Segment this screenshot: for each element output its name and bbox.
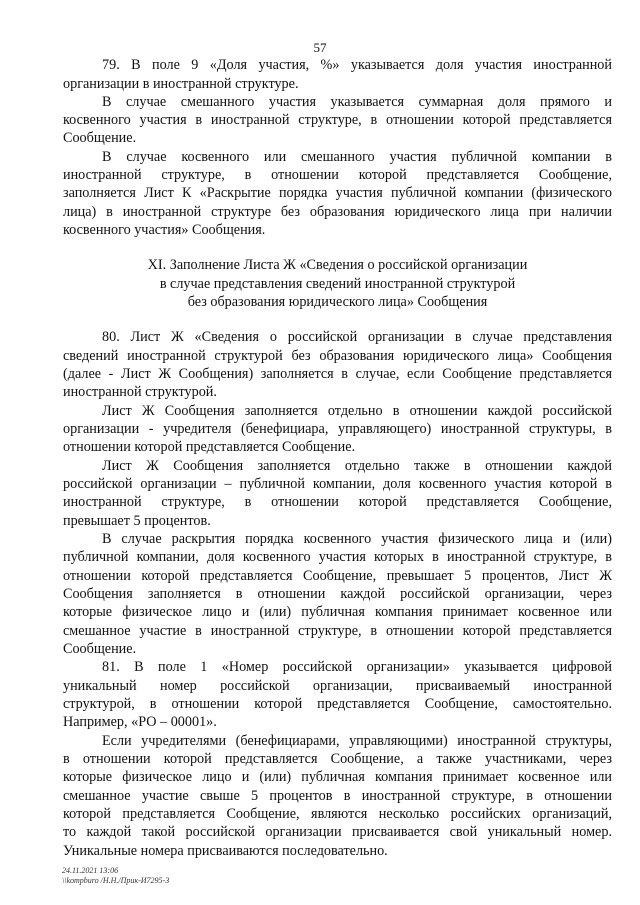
- text-line: Уникальные номера присваиваются последовательно.: [63, 843, 388, 859]
- heading-line: без образования юридического лица» Сообщения: [187, 294, 488, 310]
- text-line: Лист Ж Сообщения заполняется отдельно также в отношении каждой: [102, 458, 612, 474]
- text-line: структурой, в отношении которой представляется Сообщение, самостоятельно.: [63, 696, 612, 712]
- text-line: 81. В поле 1 «Номер российской организации» указывается цифровой: [102, 659, 612, 675]
- text-line: (далее - Лист Ж Сообщения) заполняется в случае, если Сообщение представляется: [63, 366, 612, 382]
- heading-line: XI. Заполнение Листа Ж «Сведения о российской организации: [147, 257, 528, 273]
- text-line: Лист Ж Сообщения заполняется отдельно в отношении каждой российской: [102, 403, 612, 419]
- heading-line: в случае представления сведений иностранной структурой: [159, 276, 516, 292]
- text-line: 79. В поле 9 «Доля участия, %» указывается доля участия иностранной: [102, 57, 612, 73]
- text-line: российской организации – публичной компании, доля косвенного участия которой в: [63, 476, 612, 492]
- text-line: отношении которой представляется Сообщение.: [63, 439, 356, 455]
- text-line: то каждой такой российской организации присваивается свой уникальный номер.: [63, 824, 612, 840]
- text-line: которой представляется Сообщение, являются несколько российских организаций,: [63, 806, 612, 822]
- text-line: сведений иностранной структурой без образования юридического лица» Сообщения: [63, 348, 612, 364]
- text-line: превышает 5 процентов.: [63, 513, 211, 529]
- text-line: уникальный номер российской организации, присваиваемый иностранной: [63, 678, 612, 694]
- text-line: лица) в иностранной структуре без образования юридического лица при наличии: [63, 204, 612, 220]
- text-line: В случае раскрытия порядка косвенного участия физического лица и (или): [102, 531, 612, 547]
- text-line: в отношении которой представляется Сообщение, а также участниками, через: [63, 751, 612, 767]
- text-line: Например, «РО – 00001».: [63, 714, 217, 730]
- text-line: публичной компании, доля косвенного участия которых в иностранной структуре, в: [63, 549, 612, 565]
- footer-file-path: \\kompburo /Н.Н./Прик-И7295-3: [62, 876, 170, 885]
- text-line: Сообщение.: [63, 641, 137, 657]
- text-line: организации - учредителя (бенефициара, управляющего) иностранной структуры, в: [63, 421, 612, 437]
- text-line: смешанное участие в иностранной структуре, в отношении которой представляется: [63, 623, 612, 639]
- text-line: косвенного участия в иностранной структуре, в отношении которой представляется: [63, 112, 612, 128]
- text-line: В случае смешанного участия указывается суммарная доля прямого и: [102, 94, 612, 110]
- text-line: иностранной структуре, в отношении которой представляется Сообщение,: [63, 167, 612, 183]
- page-number: 57: [313, 40, 327, 55]
- text-line: организации в иностранной структуре.: [63, 76, 299, 92]
- text-line: 80. Лист Ж «Сведения о российской организации в случае представления: [102, 329, 612, 345]
- text-line: которые физическое лицо и (или) публичная компания принимает косвенное или: [63, 604, 612, 620]
- text-line: заполняется Лист К «Раскрытие порядка участия публичной компании (физического: [63, 185, 612, 201]
- footer-timestamp: 24.11.2021 13:06: [62, 866, 119, 875]
- text-line: Сообщения заполняется в отношении каждой российской организации, через: [63, 586, 612, 602]
- text-line: отношении которой представляется Сообщение, превышает 5 процентов, Лист Ж: [63, 568, 612, 584]
- text-line: иностранной структуре, в отношении которой представляется Сообщение,: [63, 494, 612, 510]
- text-line: В случае косвенного или смешанного участия публичной компании в: [102, 149, 612, 165]
- text-line: которые физическое лицо и (или) публичная компания принимает косвенное или: [63, 769, 612, 785]
- text-line: иностранной структурой.: [63, 384, 217, 400]
- text-line: косвенного участия» Сообщения.: [63, 222, 266, 238]
- text-line: Сообщение.: [63, 130, 137, 146]
- text-line: смешанное участие свыше 5 процентов в иностранной структуре, в отношении: [63, 788, 612, 804]
- text-line: Если учредителями (бенефициарами, управляющими) иностранной структуры,: [102, 733, 612, 749]
